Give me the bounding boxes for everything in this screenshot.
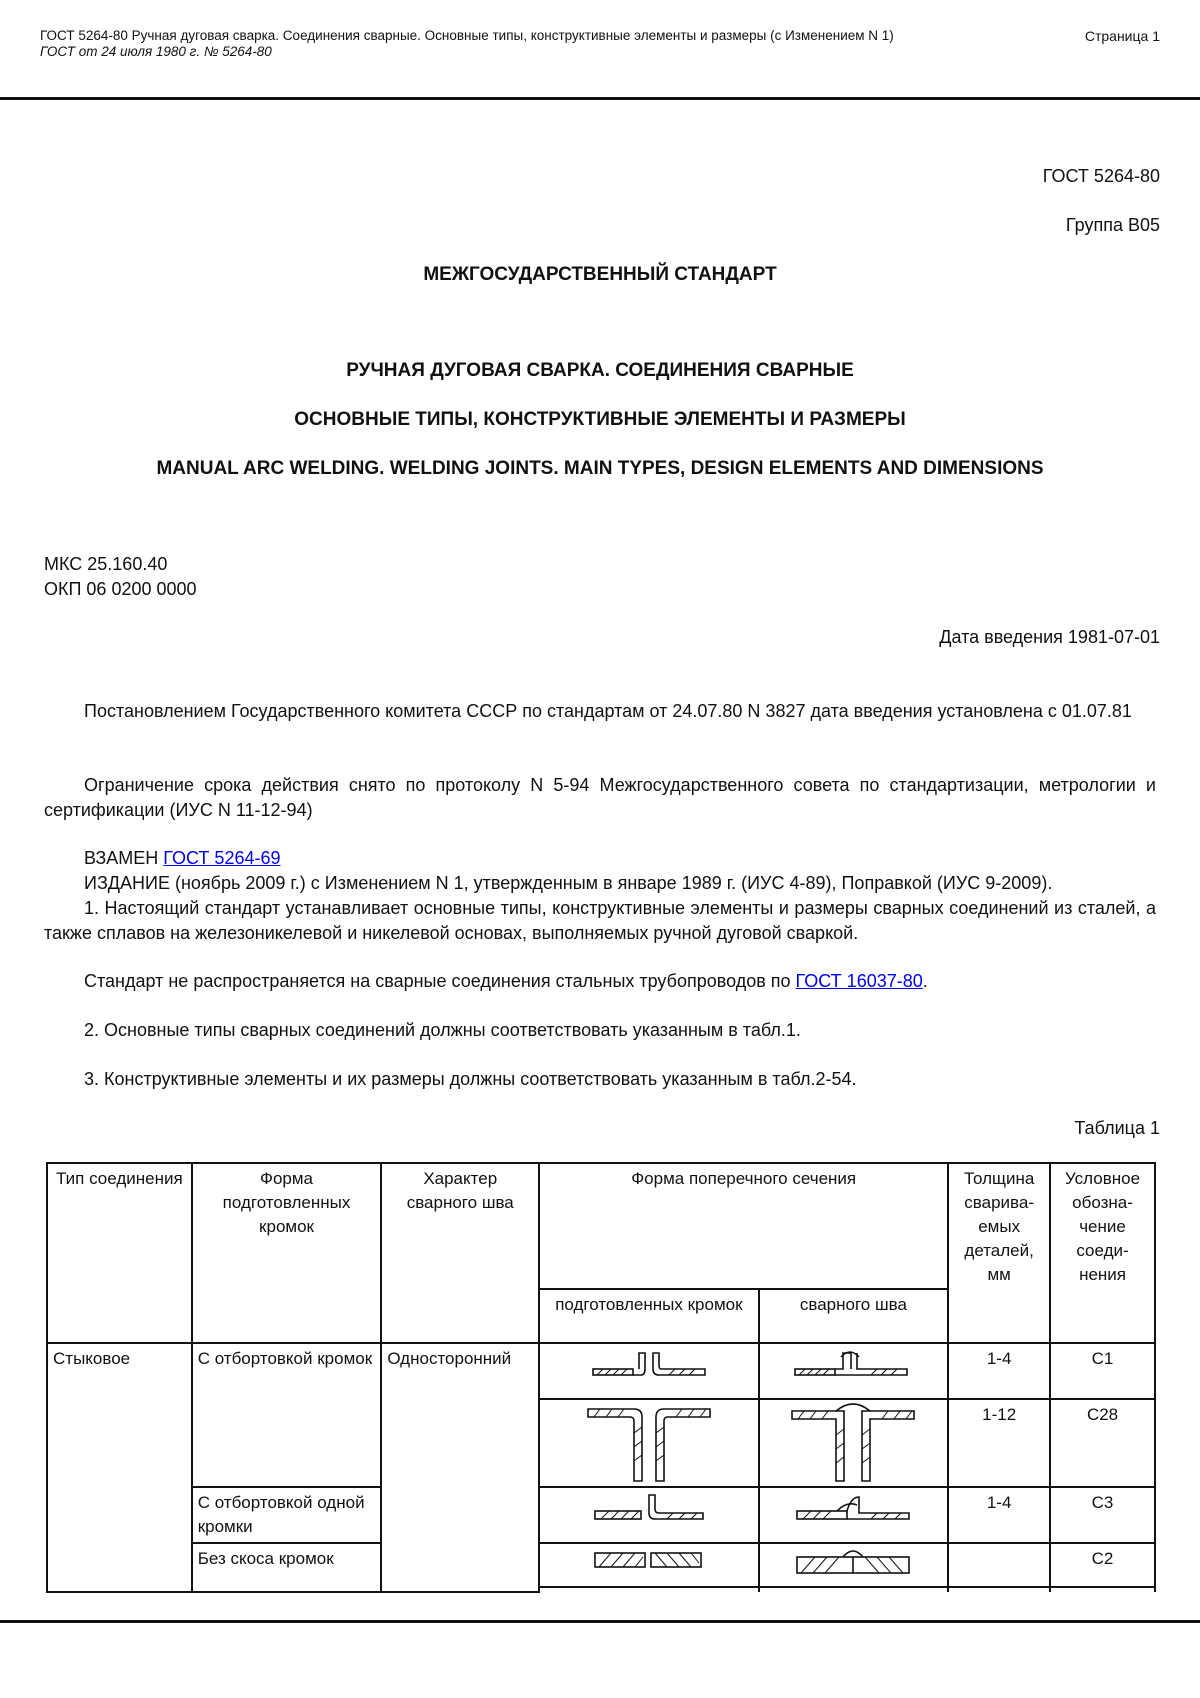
- cell-edge: С отбортовкой кромок: [192, 1343, 382, 1487]
- cell-prep-sketch: [539, 1543, 758, 1587]
- scope-suffix: .: [922, 971, 928, 991]
- table-caption: Таблица 1: [1074, 1118, 1160, 1138]
- cell-prep-sketch: [539, 1343, 758, 1399]
- cell-edge: Без скоса кромок: [192, 1543, 382, 1592]
- cell-weld-sketch: [759, 1543, 949, 1587]
- header-rule: [0, 97, 1200, 100]
- doc-group: Группа В05: [1065, 215, 1160, 235]
- square-edge-prep-icon: [589, 1547, 709, 1573]
- page-header: [40, 28, 920, 60]
- cell-code: С1: [1050, 1343, 1155, 1399]
- cell-continued: [539, 1587, 758, 1592]
- flanged-edges-weld-icon: [791, 1347, 915, 1381]
- scope-para: [44, 969, 1156, 994]
- para-limitation: Ограничение срока действия снято по протоколу N 5-94 Межгосударственного совета по стандартизации, метрологии и сертификации (ИУС N 11-12-94): [44, 775, 1156, 820]
- cell-prep-sketch: [539, 1487, 758, 1543]
- cell-thickness: [948, 1543, 1050, 1587]
- cell-weld-sketch: [759, 1487, 949, 1543]
- cell-thickness: 1-4: [948, 1343, 1050, 1399]
- scope-link[interactable]: ГОСТ 16037-80: [795, 971, 923, 991]
- header-title: ГОСТ 5264-80 Ручная дуговая сварка. Соединения сварные. Основные типы, конструктивные элементы и размеры (с Изменением N 1): [40, 28, 894, 43]
- standard-type: МЕЖГОСУДАРСТВЕННЫЙ СТАНДАРТ: [423, 264, 777, 285]
- col-type: Тип соединения: [47, 1163, 192, 1343]
- cell-thickness: 1-12: [948, 1399, 1050, 1487]
- col-seam: Характер сварного шва: [381, 1163, 539, 1343]
- doc-title-1: РУЧНАЯ ДУГОВАЯ СВАРКА. СОЕДИНЕНИЯ СВАРНЫЕ: [346, 360, 854, 381]
- replaces-label: ВЗАМЕН: [84, 848, 164, 868]
- cell-edge: С отбортовкой одной кромки: [192, 1487, 382, 1543]
- cell-weld-sketch: [759, 1343, 949, 1399]
- doc-title-2: ОСНОВНЫЕ ТИПЫ, КОНСТРУКТИВНЫЕ ЭЛЕМЕНТЫ И РАЗМЕРЫ: [294, 409, 906, 430]
- table-row: [47, 1487, 1155, 1543]
- table-row: [47, 1543, 1155, 1587]
- intro-date: Дата введения 1981-07-01: [939, 627, 1160, 647]
- cell-code: С28: [1050, 1399, 1155, 1487]
- square-edge-weld-icon: [791, 1547, 915, 1577]
- cell-type: Стыковое: [47, 1343, 192, 1592]
- classification-codes: [44, 552, 1156, 602]
- item-1: 1. Настоящий стандарт устанавливает основные типы, конструктивные элементы и размеры сварных соединений из сталей, а также сплавов на железоникелевой и никелевой основах, выполняемых ручной дуговой сваркой.: [44, 898, 1156, 943]
- page-number: Страница 1: [1084, 28, 1160, 44]
- edition-line: ИЗДАНИЕ (ноябрь 2009 г.) с Изменением N 1, утвержденным в январе 1989 г. (ИУС 4-89), Поправкой (ИУС 9-2009).: [84, 873, 1053, 893]
- col-section: Форма поперечного сечения: [539, 1163, 948, 1289]
- cell-prep-sketch: [539, 1399, 758, 1487]
- col-edge-form: Форма подготовленных кромок: [192, 1163, 382, 1343]
- doc-title-en: MANUAL ARC WELDING. WELDING JOINTS. MAIN TYPES, DESIGN ELEMENTS AND DIMENSIONS: [156, 458, 1044, 479]
- footer-rule: [0, 1620, 1200, 1623]
- cell-code: С3: [1050, 1487, 1155, 1543]
- cell-weld-sketch: [759, 1399, 949, 1487]
- cell-code: С2: [1050, 1543, 1155, 1587]
- cell-continued: [1050, 1587, 1155, 1592]
- okp-code: ОКП 06 0200 0000: [44, 579, 197, 599]
- col-section-prep: подготовленных кромок: [539, 1289, 758, 1343]
- table-row: [47, 1343, 1155, 1399]
- joint-types-table: [46, 1162, 1156, 1593]
- one-flange-prep-icon: [589, 1491, 709, 1525]
- cell-seam: Односторонний: [381, 1343, 539, 1592]
- edition-block: [44, 846, 1156, 946]
- item-2: 2. Основные типы сварных соединений должны соответствовать указанным в табл.1.: [84, 1020, 801, 1040]
- para-decree: Постановлением Государственного комитета СССР по стандартам от 24.07.80 N 3827 дата введения установлена с 01.07.81: [84, 701, 1132, 721]
- table-header-row: [47, 1163, 1155, 1289]
- scope-prefix: Стандарт не распространяется на сварные соединения стальных трубопроводов по: [84, 971, 796, 991]
- cell-thickness: 1-4: [948, 1487, 1050, 1543]
- item-3: 3. Конструктивные элементы и их размеры должны соответствовать указанным в табл.2-54.: [84, 1069, 857, 1089]
- one-flange-weld-icon: [791, 1491, 915, 1525]
- flanged-edges-prep-icon: [589, 1347, 709, 1381]
- doc-code: ГОСТ 5264-80: [1042, 166, 1160, 186]
- replaces-link[interactable]: ГОСТ 5264-69: [163, 848, 281, 868]
- flanged-t-prep-icon: [584, 1403, 714, 1483]
- mks-code: МКС 25.160.40: [44, 554, 168, 574]
- header-subtitle: ГОСТ от 24 июля 1980 г. № 5264-80: [40, 44, 272, 59]
- col-thickness: Толщина свариваемых деталей, мм: [948, 1163, 1050, 1343]
- replaces-line: [44, 846, 1156, 871]
- col-section-weld: сварного шва: [759, 1289, 949, 1343]
- col-designation: Условное обозначение соединения: [1050, 1163, 1155, 1343]
- cell-continued: [948, 1587, 1050, 1592]
- flanged-t-weld-icon: [788, 1403, 918, 1483]
- cell-continued: [759, 1587, 949, 1592]
